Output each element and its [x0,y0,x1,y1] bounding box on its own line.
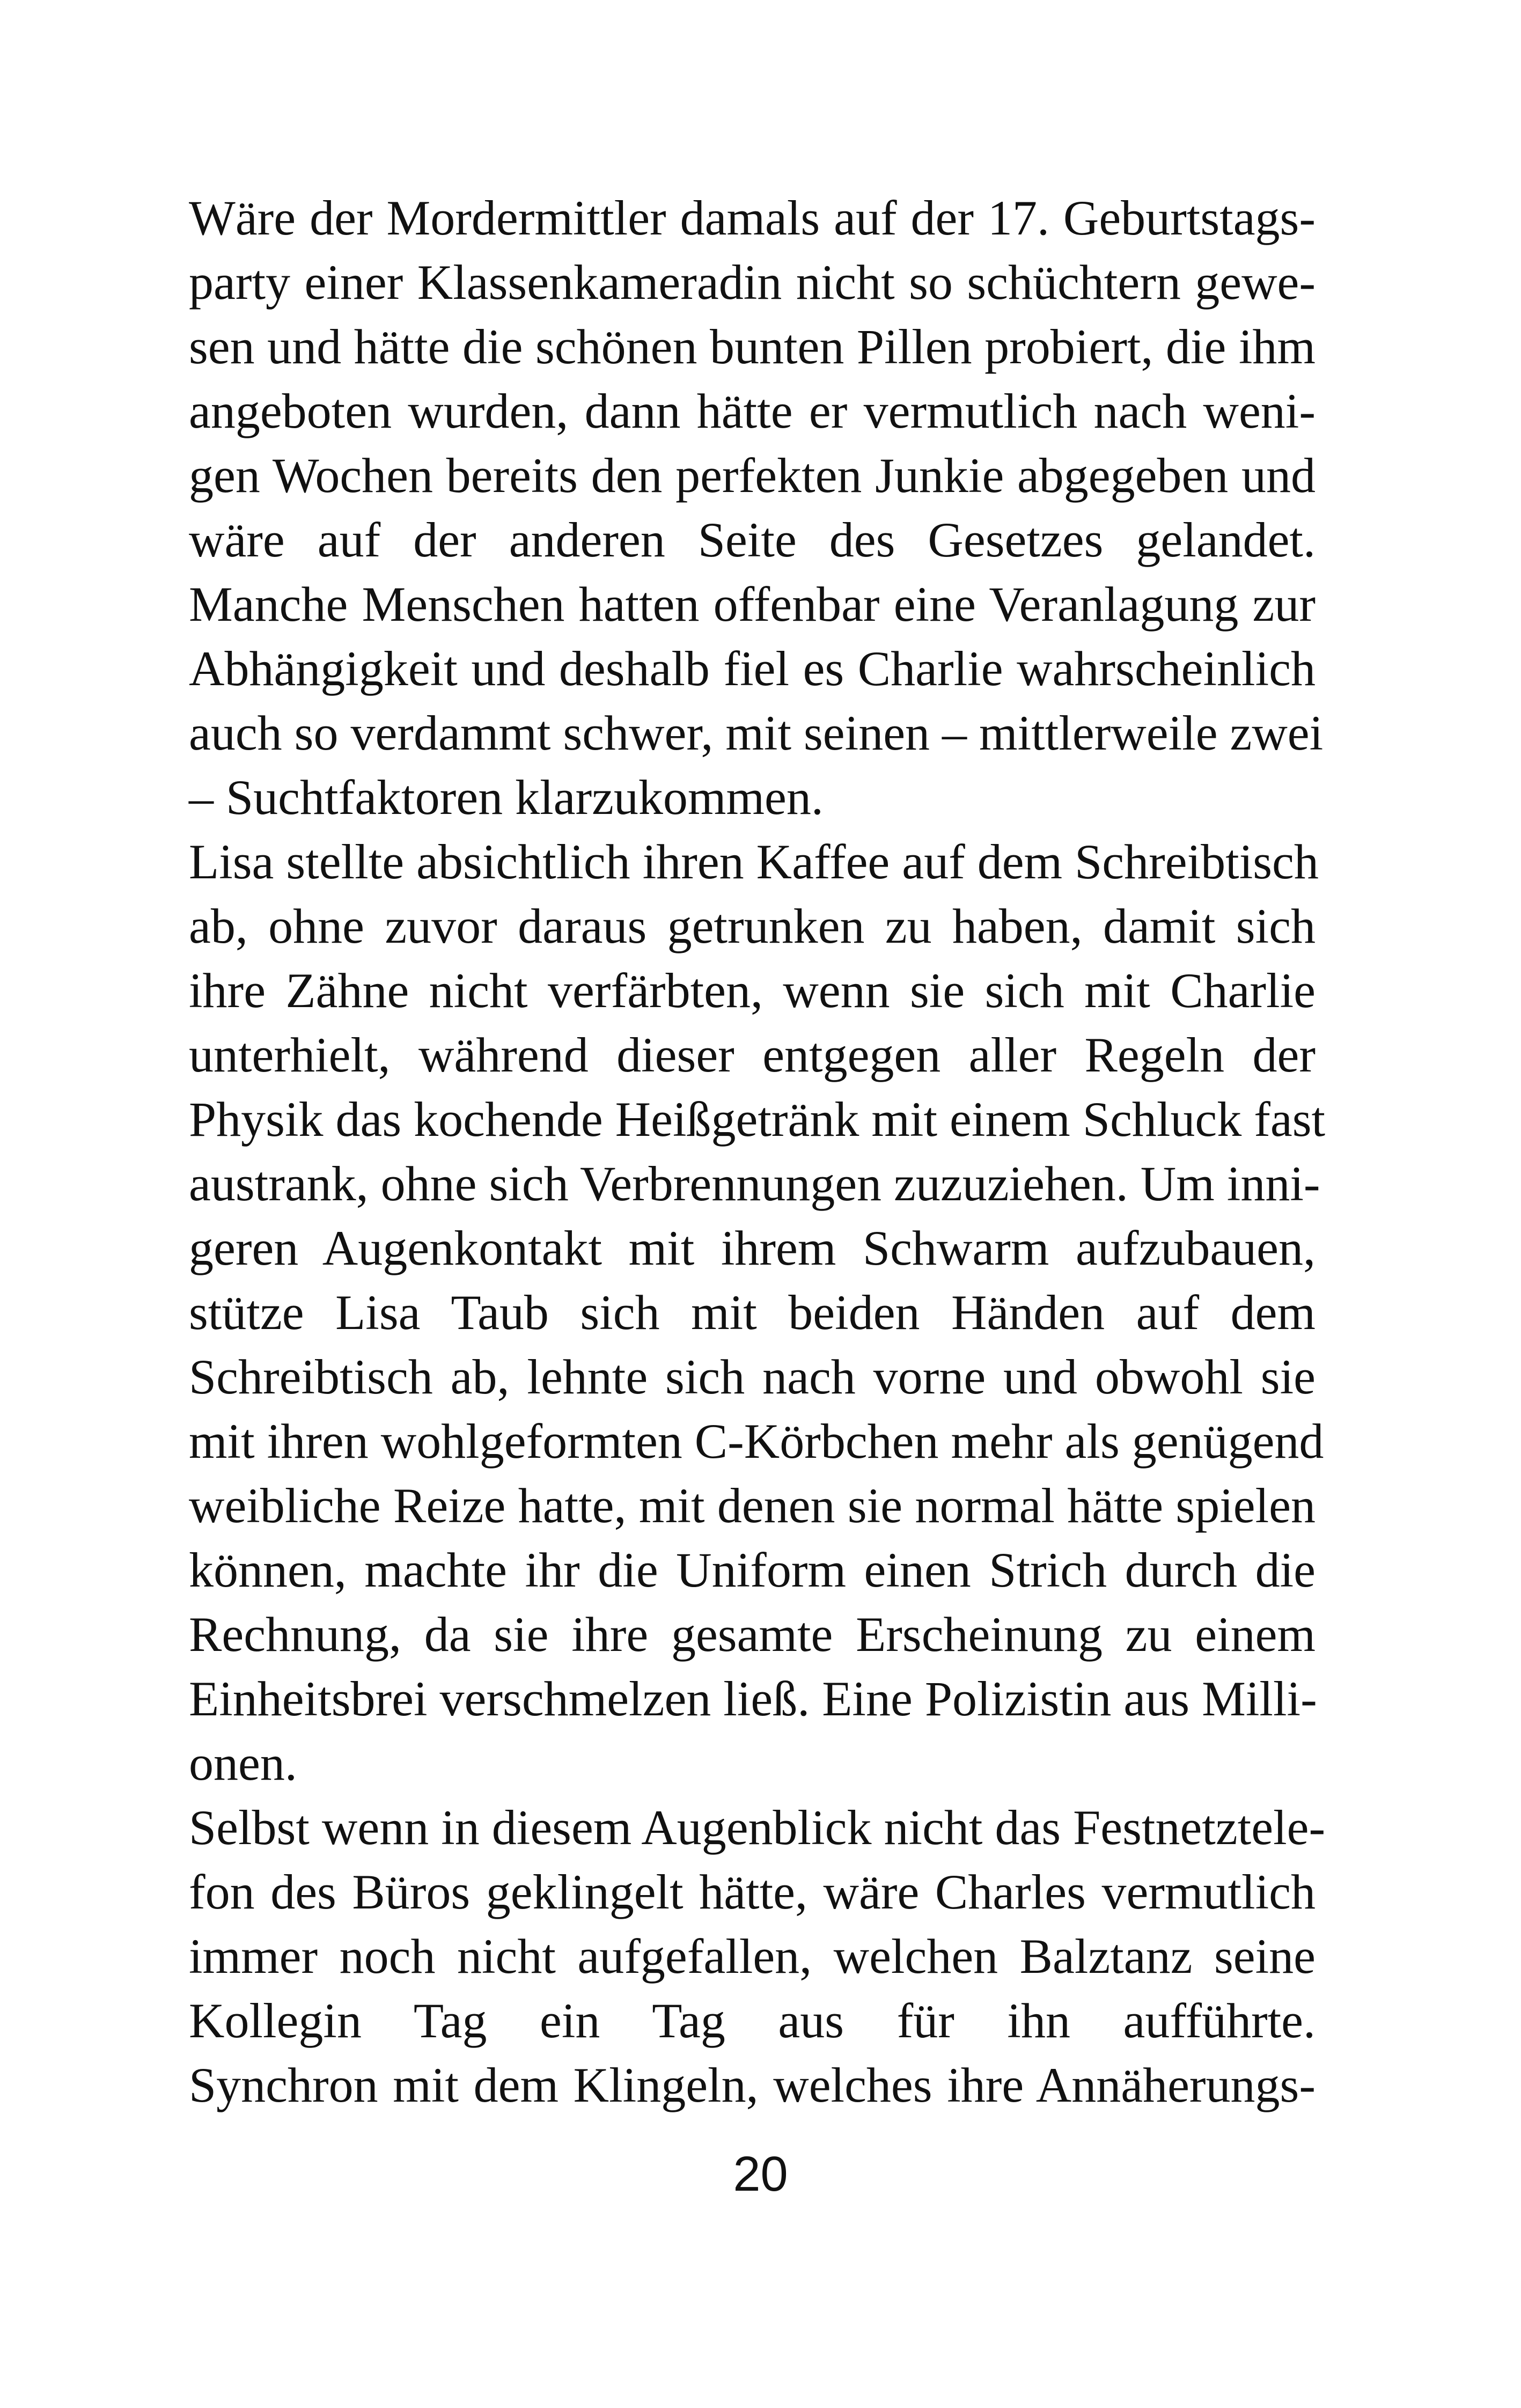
text-line: unterhielt, während dieser entgegen aller Regeln der [189,1027,1316,1082]
text-line: austrank, ohne sich Verbrennungen zuzuziehen. Um inni- [189,1156,1320,1211]
text-line: Kollegin Tag ein Tag aus für ihn aufführte. [189,1993,1316,2048]
text-line: gen Wochen bereits den perfekten Junkie abgegeben und [189,448,1316,503]
text-line: Synchron mit dem Klingeln, welches ihre Annäherungs- [189,2058,1316,2112]
text-line: Selbst wenn in diesem Augenblick nicht das Festnetztele- [189,1800,1326,1855]
text-line: Rechnung, da sie ihre gesamte Erscheinung zu einem [189,1607,1316,1662]
body-text [189,186,1326,2117]
text-line: Wäre der Mordermittler damals auf der 17. Geburtstags- [189,190,1316,245]
text-line: angeboten wurden, dann hätte er vermutlich nach weni- [189,384,1316,438]
text-line: sen und hätte die schönen bunten Pillen probiert, die ihm [189,319,1316,374]
text-line: weibliche Reize hatte, mit denen sie normal hätte spielen [189,1478,1316,1533]
text-line: geren Augenkontakt mit ihrem Schwarm aufzubauen, [189,1221,1316,1275]
text-line: wäre auf der anderen Seite des Gesetzes gelandet. [189,512,1316,567]
text-line: fon des Büros geklingelt hätte, wäre Charles vermutlich [189,1864,1316,1919]
text-line: onen. [189,1736,297,1790]
text-line: Lisa stellte absichtlich ihren Kaffee auf dem Schreibtisch [189,834,1319,889]
text-line: ab, ohne zuvor daraus getrunken zu haben, damit sich [189,899,1316,953]
text-line: Physik das kochende Heißgetränk mit einem Schluck fast [189,1092,1326,1147]
text-line: immer noch nicht aufgefallen, welchen Balztanz seine [189,1929,1316,1984]
text-line: Einheitsbrei verschmelzen ließ. Eine Polizistin aus Milli- [189,1671,1317,1726]
text-line: stütze Lisa Taub sich mit beiden Händen auf dem [189,1285,1316,1340]
text-line: Abhängigkeit und deshalb fiel es Charlie wahrscheinlich [189,641,1316,696]
text-line: Manche Menschen hatten offenbar eine Veranlagung zur [189,577,1316,632]
text-line: können, machte ihr die Uniform einen Strich durch die [189,1543,1316,1597]
text-line: – Suchtfaktoren klarzukommen. [189,770,824,825]
page-number: 20 [733,2147,788,2201]
text-line: auch so verdammt schwer, mit seinen – mittlerweile zwei [189,706,1324,760]
text-line: party einer Klassenkameradin nicht so schüchtern gewe- [189,255,1316,310]
text-line: Schreibtisch ab, lehnte sich nach vorne und obwohl sie [189,1349,1316,1404]
text-line: ihre Zähne nicht verfärbten, wenn sie sich mit Charlie [189,963,1316,1018]
text-line: mit ihren wohlgeformten C-Körbchen mehr als genügend [189,1414,1324,1469]
